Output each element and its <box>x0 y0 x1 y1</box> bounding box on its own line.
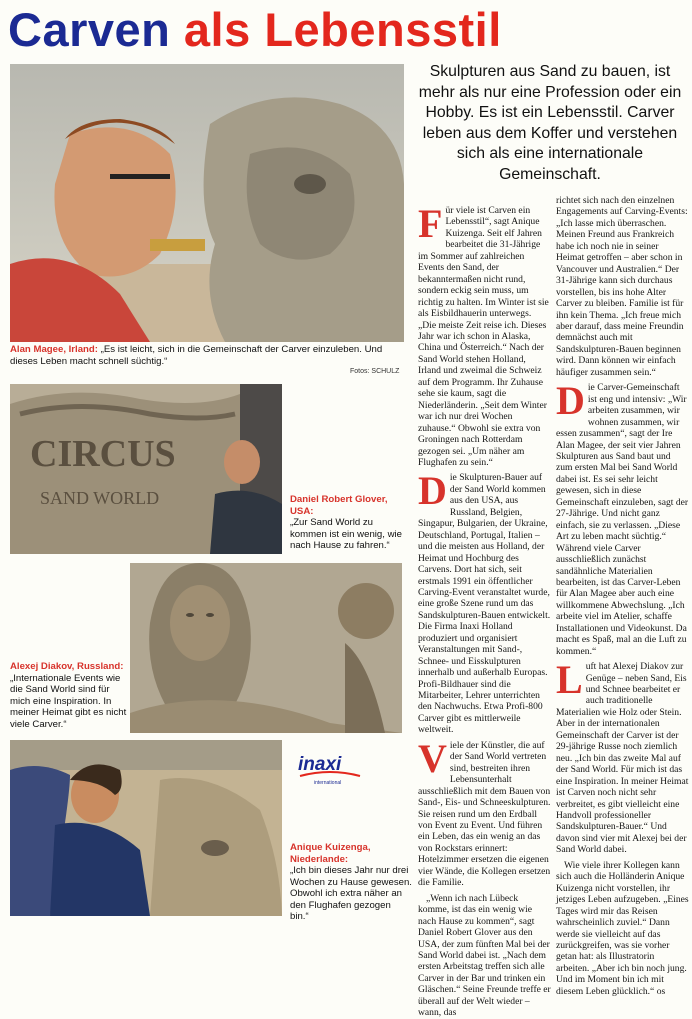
caption-alexej-diakov <box>10 661 128 730</box>
drop-cap: D <box>556 378 585 424</box>
photo-alan-magee <box>10 64 404 342</box>
caption-name: Alexej Diakov, Russland: <box>10 661 124 672</box>
article-paragraph: Wie viele ihrer Kollegen kann sich auch die Holländerin Anique Kuizenga nicht vorstellen, ihr jetziges Leben aufzugeben. „Eines Tages wird mir das Reisen wahrscheinlich zuviel.“ Dann werde sie vielleicht auf das zurückgreifen, was sie vorher getan hat: als Illustratorin arbeiten. „Aber ich bin noch jung. Und im Moment bin ich mit diesem Leben glücklich.“ os <box>556 859 689 997</box>
drop-cap: D <box>418 468 447 514</box>
article-paragraph: „Wenn ich nach Lübeck komme, ist das ein wenig wie nach Hause zu kommen“, sagt Daniel Robert Glover aus den USA, der zum fünften Mal bei der Sand World dabei ist. „Nach dem ersten Arbeitstag treffen sich alle Carver in der Bar und trinken ein Gläschen.“ Seine Freunde treffe er überall auf der Welt wieder – wann, das <box>418 892 551 1019</box>
caption-anique-kuizenga <box>290 842 412 923</box>
photo-credit: Fotos: SCHULZ <box>350 368 400 375</box>
inaxi-logo <box>296 750 364 790</box>
circus-relief-text: CIRCUS <box>30 433 176 475</box>
caption-daniel-glover <box>290 494 412 552</box>
caption-name: Anique Kuizenga, Niederlande: <box>290 842 371 865</box>
caption-text: „Es ist leicht, sich in die Gemeinschaft der Carver einzuleben. Und dieses Leben macht schnell süchtig.“ <box>10 344 383 367</box>
caption-text: „Zur Sand World zu kommen ist ein wenig, wie nach Hause zu fahren.“ <box>290 517 402 551</box>
article-paragraph: Für viele ist Carven ein Lebensstil“, sagt Anique Kuizenga. Seit elf Jahren bearbeitet die 31-Jährige im Sommer auf zahlreichen Events den Sand, der bekanntermaßen nicht rund, sondern eckig sein muss, um richtig zu halten. Im Winter ist sie als Eisbildhauerin unterwegs. „Die meiste Zeit reise ich. Dieses Jahr war ich schon in Alaska, China und Österreich.“ Nach der Sand World stehen Holland, Irland und zweimal die Schweiz auf dem Programm. Ihr Zuhause sehe sie kaum, sagt die Niederländerin. „Seit dem Winter war ich nur drei Wochen zuhause.“ Obwohl sie extra von Groningen nach Rotterdam gezogen sei. „Um näher am Flughafen zu sein.“ <box>418 201 549 468</box>
article-paragraph: Viele der Künstler, die auf der Sand World vertreten sind, bestreiten ihren Lebensunterhalt ausschließlich mit dem Bauen von Sand-, Eis- und Schneeskulpturen. Sie reisen rund um den Erdball von Event zu Event. Und führen ein Leben, das ein wenig an das von Rockstars erinnert: Hotelzimmer ersetzen die eigenen vier Wände, die Kollegen ersetzen die Familie. <box>418 735 551 889</box>
logo-subtext: international <box>314 780 342 786</box>
drop-cap: V <box>418 735 447 781</box>
caption-name: Alan Magee, Irland: <box>10 344 98 355</box>
headline-part1: Carven <box>8 3 171 56</box>
caption-name: Daniel Robert Glover, USA: <box>290 494 388 517</box>
headline-part2: als Lebensstil <box>183 3 502 56</box>
article-paragraph: richtet sich nach den einzelnen Engagements auf Carving-Events: „Ich lasse mich überraschen. Meinen Freund aus Frankreich habe ich noch nie in seiner Heimat getroffen – aber schon in Vancouver und Australien.“ Der 31-Jährige kann sich durchaus vorstellen, bis ins hohe Alter Carver zu bleiben. Familie ist für ihn kein Thema. „Ich freue mich aber darauf, dass meine Freundin demnächst auch mit Sandskulpturen-Bauen beginnen wird. Dann können wir einfach häufiger zusammen sein.“ <box>556 195 688 378</box>
headline <box>8 2 688 58</box>
photo-daniel-glover <box>10 384 282 554</box>
caption-text: „Internationale Events wie die Sand World sind für mich eine Inspiration. In meiner Heimat gibt es nicht viele Carver.“ <box>10 672 127 730</box>
caption-text: „Ich bin dieses Jahr nur drei Wochen zu Hause gewesen. Obwohl ich extra näher an den Flughafen gezogen bin.“ <box>290 865 412 922</box>
logo-text: inaxi <box>298 754 342 775</box>
drop-cap: F <box>418 201 443 246</box>
sandworld-relief-text: SAND WORLD <box>40 488 160 508</box>
article-paragraph: Die Carver-Gemeinschaft ist eng und intensiv: „Wir arbeiten zusammen, wir wohnen zusammen, wir essen zusammen“, sagt der Ire Alan Magee, der seit vier Jahren Skulpturen aus Sand baut und zum ersten Mal bei Sand World dabei ist. Es sei sehr leicht gewesen, sich in diese Gemeinschaft einzuleben, sagt der 27-Jährige. Und nicht ganz einfach, sie zu verlassen. „Diese Art zu leben macht süchtig.“ Während viele Carver ausschließlich zunächst sandähnliche Materialien bearbeiten, ist das Carver-Leben für Alan Magee aber auch eine willkommene Abwechslung. „Ich arbeite viel im Atelier, schaffe Installationen und Videokunst. Da macht es Spaß, mal an die Luft zu kommen.“ <box>556 378 689 657</box>
intro-text: Skulpturen aus Sand zu bauen, ist mehr als nur eine Profession oder ein Hobby. Es ist ein Lebensstil. Carver leben aus dem Koffer und verstehen sich als eine internationale Gemeinschaft. <box>418 63 682 183</box>
photo-alexej-diakov <box>130 563 402 733</box>
drop-cap: L <box>556 657 583 703</box>
caption-alan-magee <box>10 344 404 367</box>
article-column-2 <box>556 195 689 997</box>
photo-anique-kuizenga <box>10 740 282 916</box>
article-column-1 <box>418 201 551 1019</box>
article-paragraph: Luft hat Alexej Diakov zur Genüge – neben Sand, Eis und Schnee bearbeitet er auch traditionelle Materialien wie Holz oder Stein. Aber in der internationalen Gemeinschaft der Carver ist der 29-jährige Russe noch ziemlich neu. „Ich bin das zweite Mal auf der Sand World. Für mich ist das eine Inspiration. In meiner Heimat ist Carven noch nicht sehr verbreitet, es gibt vielleicht eine Handvoll professioneller Sandskulpturen-Bauer.“ Und davon sind vier mit Alexej bei der Sand World dabei. <box>556 657 689 856</box>
article-paragraph: Die Skulpturen-Bauer auf der Sand World kommen aus den USA, aus Russland, Belgien, Singapur, Bulgarien, der Ukraine, Deutschland, Portugal, Italien – und die meisten aus Holland, der Heimat und Hochburg des Carvens. Dort hat sich, seit erstmals 1991 ein öffentlicher Carving-Event veranstaltet wurde, eine große Szene rund um das Sandskulpturen-Bauen entwickelt. Die Firma Inaxi Holland produziert und organisiert Veranstaltungen mit Sand-, Schnee- und Eisskulpturen innerhalb und außerhalb Europas. Profi-Bildhauer sind die Mitarbeiter, Lehrer unterrichten den Nachwuchs. Etwa Profi-800 Carver gibt es mittlerweile weltweit. <box>418 468 551 736</box>
